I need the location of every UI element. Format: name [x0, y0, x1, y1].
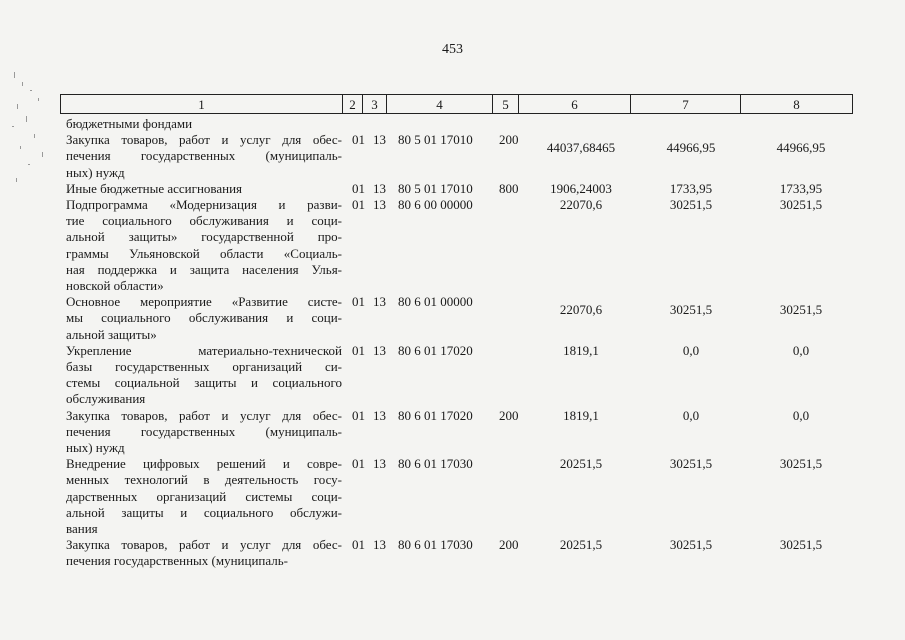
description-line: новской области» [66, 278, 164, 294]
target-article-code: 80 6 01 17030 [398, 537, 473, 553]
expense-type-code: 800 [499, 180, 519, 196]
expense-type-code: 200 [499, 407, 519, 423]
target-article-code: 80 6 00 00000 [398, 197, 473, 213]
target-article-code: 80 6 01 17020 [398, 407, 473, 423]
description-line: граммы Ульяновской области «Социаль- [66, 245, 342, 261]
header-col-4: 4 [387, 95, 493, 114]
amount-col-8: 30251,5 [779, 537, 823, 553]
description-line: стемы социальной защиты и социального [66, 375, 342, 391]
row-description [66, 537, 342, 569]
section-code: 01 [352, 294, 365, 310]
amount-col-8: 30251,5 [779, 197, 823, 213]
section-code: 01 [352, 132, 365, 148]
section-code: 01 [352, 180, 365, 196]
target-article-code: 80 6 01 00000 [398, 294, 473, 310]
subsection-code: 13 [373, 132, 386, 148]
target-article-code: 80 5 01 17010 [398, 132, 473, 148]
description-line: Закупка товаров, работ и услуг для обес- [66, 537, 342, 553]
subsection-code: 13 [373, 456, 386, 472]
description-line: базы государственных организаций си- [66, 359, 342, 375]
description-line: Закупка товаров, работ и услуг для обес- [66, 132, 342, 148]
row-description [66, 343, 342, 408]
description-line: альной защиты и социального обслужи- [66, 504, 342, 520]
header-col-5: 5 [493, 95, 519, 114]
section-code: 01 [352, 537, 365, 553]
amount-col-7: 44966,95 [666, 140, 716, 156]
description-line: ных) нужд [66, 164, 125, 180]
amount-col-8: 0,0 [792, 407, 810, 423]
subsection-code: 13 [373, 197, 386, 213]
table-row [0, 116, 905, 132]
description-line: обслуживания [66, 391, 146, 407]
row-description [66, 116, 342, 132]
description-line: Внедрение цифровых решений и совре- [66, 456, 342, 472]
description-line: ная поддержка и защита населения Улья- [66, 261, 342, 277]
description-line: дарственных организаций системы соци- [66, 488, 342, 504]
subsection-code: 13 [373, 407, 386, 423]
row-description [66, 197, 342, 294]
section-code: 01 [352, 407, 365, 423]
header-row [61, 95, 853, 114]
expense-type-code: 200 [499, 132, 519, 148]
table-row [0, 408, 905, 457]
description-line: вания [66, 521, 98, 537]
description-line: менных технологий в деятельность госу- [66, 472, 342, 488]
amount-col-6: 44037,68465 [546, 140, 616, 156]
header-col-2: 2 [343, 95, 363, 114]
table-row [0, 294, 905, 343]
amount-col-6: 1819,1 [563, 407, 599, 423]
amount-col-6: 22070,6 [559, 197, 603, 213]
amount-col-6: 22070,6 [559, 302, 603, 318]
table-row [0, 132, 905, 181]
description-line: мы социального обслуживания и соци- [66, 310, 342, 326]
subsection-code: 13 [373, 180, 386, 196]
section-code: 01 [352, 197, 365, 213]
target-article-code: 80 6 01 17020 [398, 342, 473, 358]
description-line: альной защиты» государственной про- [66, 229, 342, 245]
amount-col-6: 20251,5 [559, 456, 603, 472]
header-col-8: 8 [741, 95, 853, 114]
description-line: Подпрограмма «Модернизация и разви- [66, 197, 342, 213]
amount-col-7: 30251,5 [669, 302, 713, 318]
description-line: Закупка товаров, работ и услуг для обес- [66, 407, 342, 423]
amount-col-6: 20251,5 [559, 537, 603, 553]
header-col-6: 6 [519, 95, 631, 114]
amount-col-8: 30251,5 [779, 302, 823, 318]
amount-col-7: 30251,5 [669, 197, 713, 213]
description-line: бюджетными фондами [66, 116, 193, 131]
subsection-code: 13 [373, 342, 386, 358]
table-row [0, 197, 905, 294]
amount-col-7: 0,0 [682, 407, 700, 423]
amount-col-8: 44966,95 [776, 140, 826, 156]
table-row [0, 537, 905, 569]
description-line: тие социального обслуживания и соци- [66, 213, 342, 229]
amount-col-7: 1733,95 [669, 180, 713, 196]
description-line: печения государственных (муниципаль- [66, 423, 342, 439]
subsection-code: 13 [373, 294, 386, 310]
row-description [66, 294, 342, 343]
amount-col-7: 30251,5 [669, 456, 713, 472]
table-row [0, 343, 905, 408]
target-article-code: 80 5 01 17010 [398, 180, 473, 196]
description-line: Основное мероприятие «Развитие систе- [66, 294, 342, 310]
amount-col-8: 30251,5 [779, 456, 823, 472]
amount-col-8: 0,0 [792, 342, 810, 358]
expense-type-code: 200 [499, 537, 519, 553]
description-line: альной защиты» [66, 326, 157, 342]
column-header-table [60, 94, 853, 114]
table-row [0, 181, 905, 197]
description-line: Иные бюджетные ассигнования [66, 180, 243, 196]
amount-col-6: 1819,1 [563, 342, 599, 358]
amount-col-7: 0,0 [682, 342, 700, 358]
description-line: печения государственных (муниципаль- [66, 553, 289, 569]
row-description [66, 408, 342, 457]
table-row [0, 456, 905, 537]
header-col-3: 3 [363, 95, 387, 114]
row-description [66, 181, 342, 197]
row-description [66, 456, 342, 537]
subsection-code: 13 [373, 537, 386, 553]
section-code: 01 [352, 456, 365, 472]
amount-col-6: 1906,24003 [550, 180, 612, 196]
header-col-7: 7 [631, 95, 741, 114]
row-description [66, 132, 342, 181]
description-line: ных) нужд [66, 440, 125, 456]
page-number: 453 [442, 42, 463, 57]
section-code: 01 [352, 342, 365, 358]
budget-table-body [0, 116, 905, 570]
target-article-code: 80 6 01 17030 [398, 456, 473, 472]
description-line: Укрепление материально-технической [66, 342, 342, 358]
description-line: печения государственных (муниципаль- [66, 148, 342, 164]
amount-col-7: 30251,5 [669, 537, 713, 553]
header-col-1: 1 [61, 95, 343, 114]
amount-col-8: 1733,95 [779, 180, 823, 196]
